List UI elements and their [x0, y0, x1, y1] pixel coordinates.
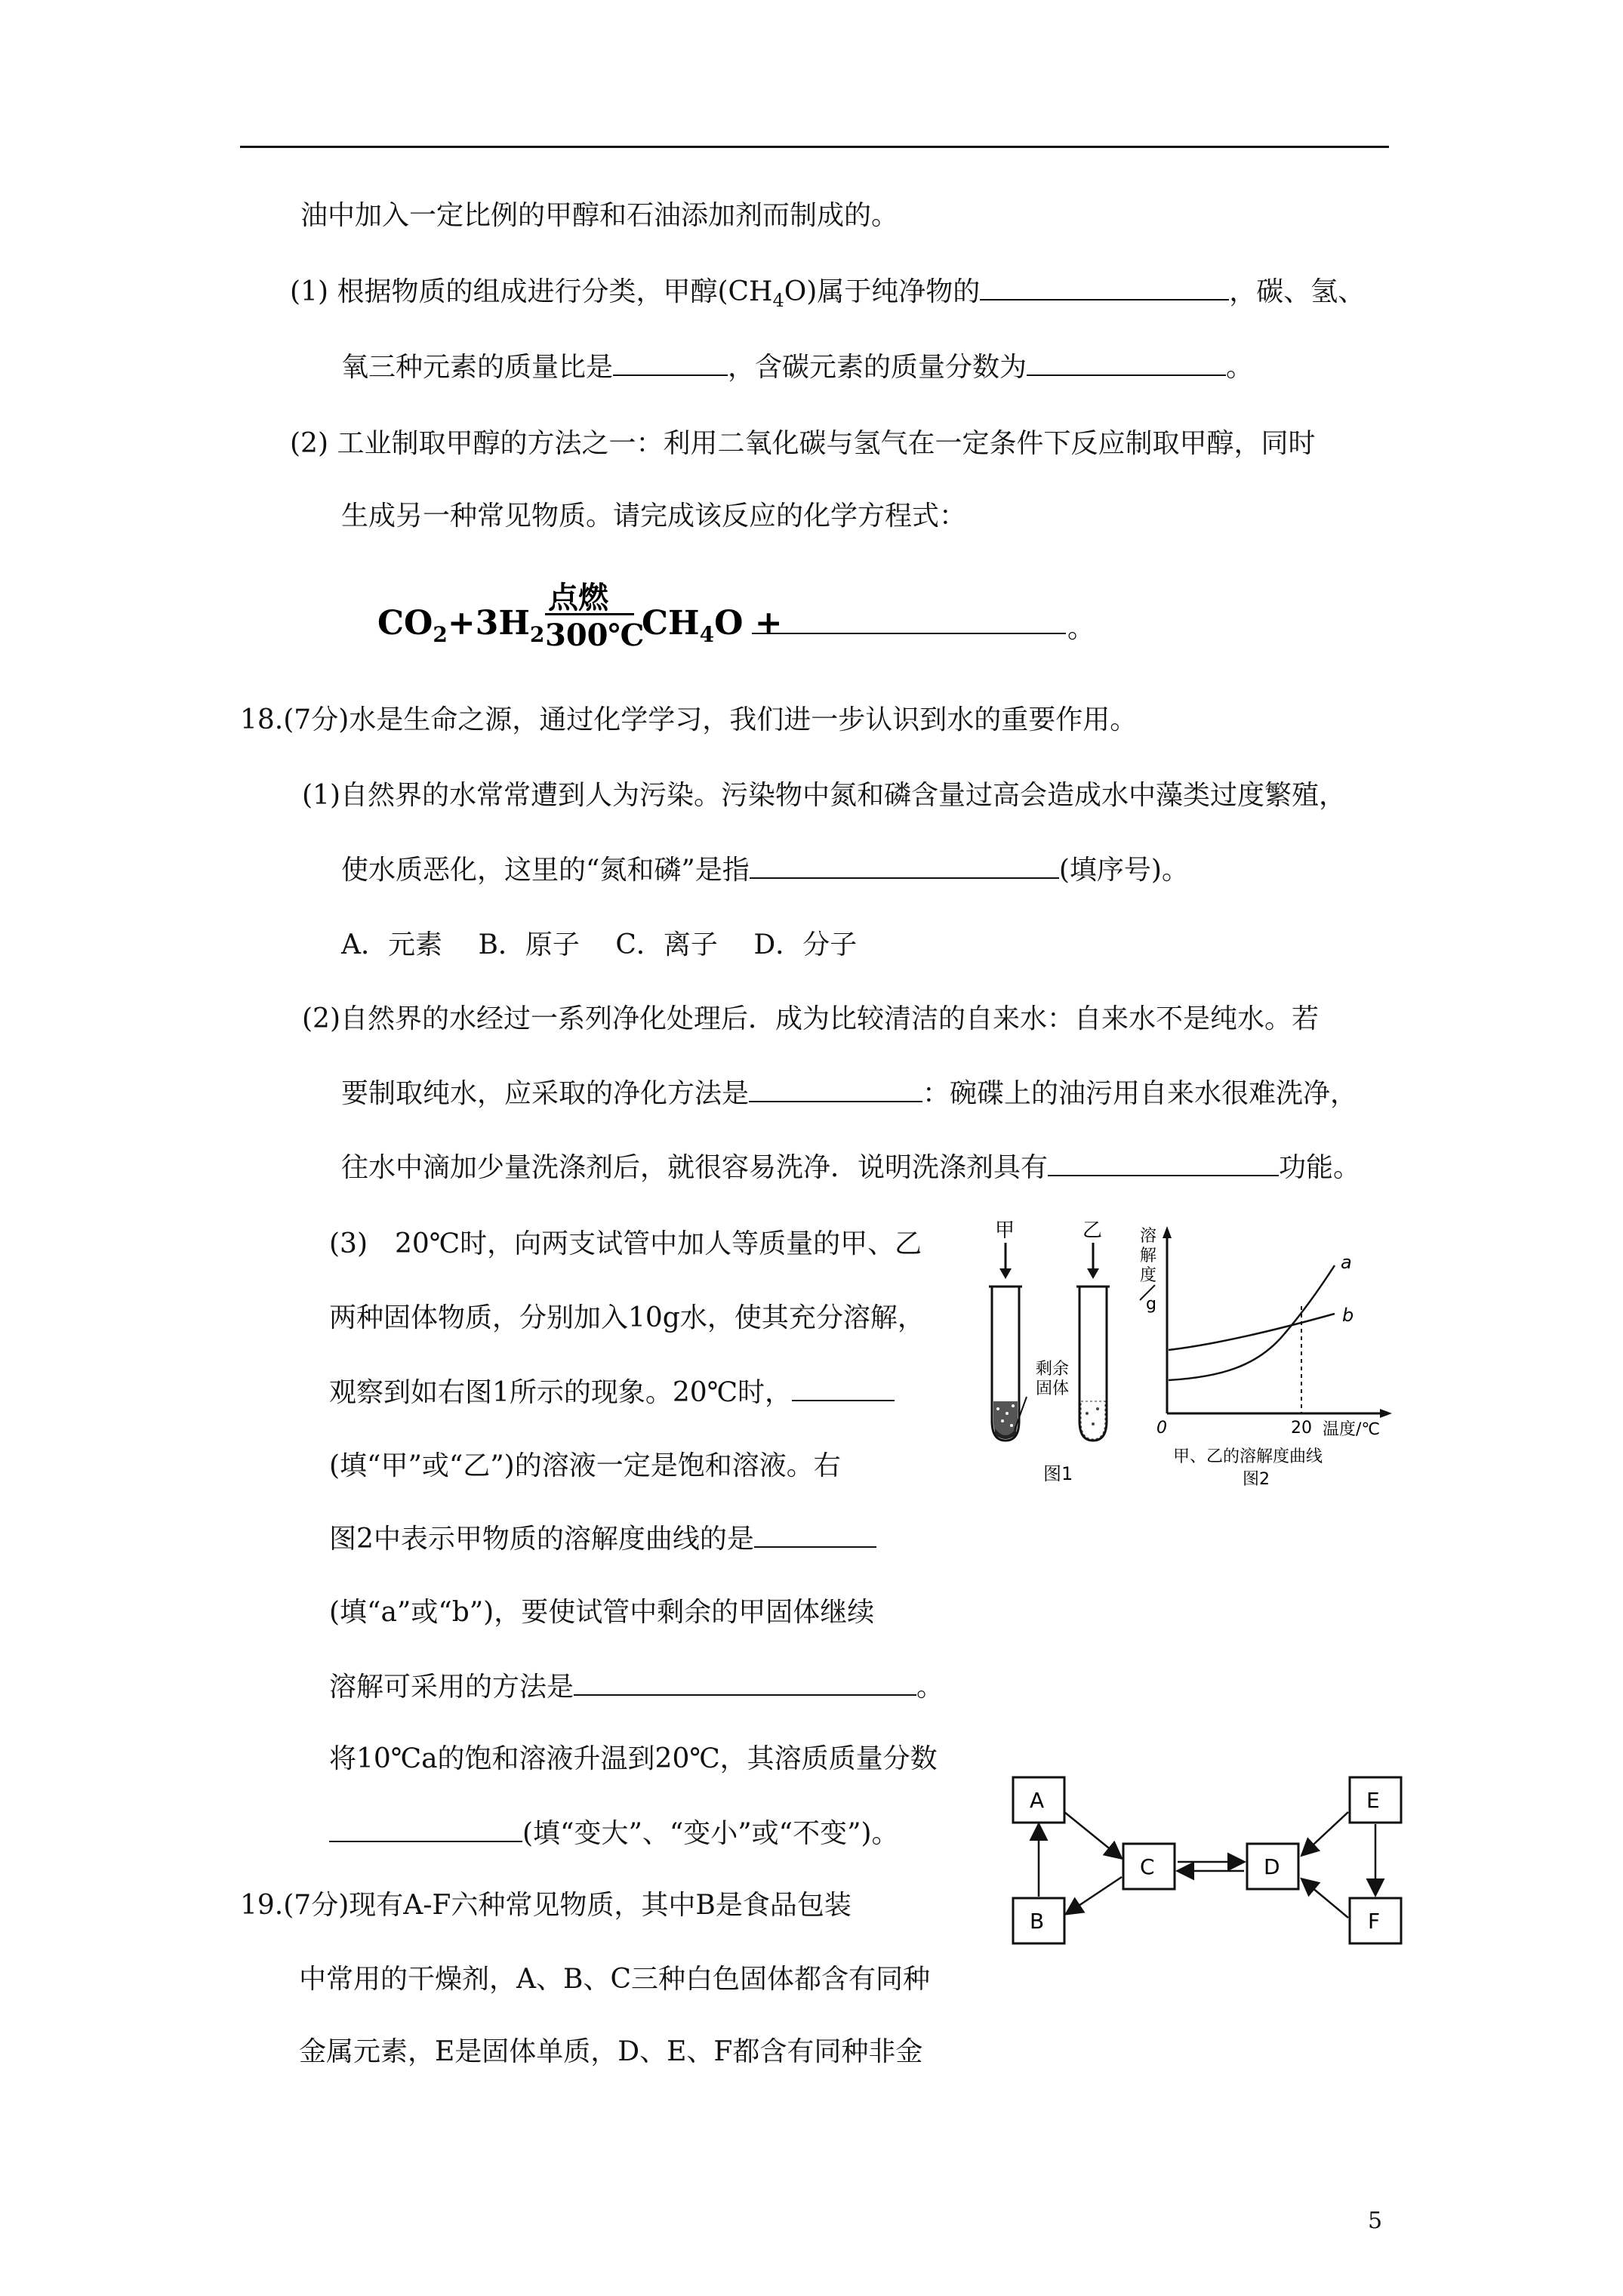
answer-blank[interactable]: [792, 1374, 895, 1401]
answer-blank[interactable]: [980, 273, 1229, 300]
answer-blank[interactable]: [754, 1521, 876, 1548]
q19-line-c: 金属元素，E是固体单质，D、E、F都含有同种非金: [299, 2036, 923, 2067]
q18-3-line-f: (填“a”或“b”)，要使试管中剩余的甲固体继续: [329, 1597, 875, 1628]
answer-blank[interactable]: [749, 1075, 922, 1102]
q18-1-line-a: (1)自然界的水常常遭到人为污染。污染物中氮和磷含量过高会造成水中藻类过度繁殖，: [302, 780, 1346, 811]
q17-2-line-a: (2) 工业制取甲醇的方法之一：利用二氧化碳与氢气在一定条件下反应制取甲醇，同时: [290, 428, 1316, 459]
ylabel-1: 溶: [1140, 1227, 1157, 1246]
chart-title: 甲、乙的溶解度曲线: [1173, 1447, 1323, 1466]
q18-3-line-i: (填“变大”、“变小”或“不变”)。: [329, 1815, 899, 1852]
intro-line: 油中加入一定比例的甲醇和石油添加剂而制成的。: [300, 200, 899, 231]
origin-label: 0: [1156, 1419, 1167, 1438]
tube-label-jia: 甲: [995, 1219, 1015, 1242]
arrow-c-b: [1067, 1877, 1122, 1913]
reaction-condition-top: 点燃: [548, 580, 608, 615]
reaction-condition-bottom: 300℃: [545, 618, 645, 653]
curve-b: [1169, 1314, 1335, 1350]
xlabel: 温度/℃: [1323, 1420, 1381, 1439]
answer-blank[interactable]: [1048, 1149, 1279, 1176]
answer-blank[interactable]: [752, 633, 1066, 634]
answer-blank[interactable]: [574, 1669, 916, 1696]
node-c-label: C: [1140, 1854, 1155, 1879]
header-rule: [240, 146, 1389, 148]
answer-blank[interactable]: [613, 349, 728, 376]
ylabel-2: 解: [1140, 1247, 1157, 1265]
arrow-f-d: [1303, 1880, 1348, 1918]
ylabel-4: g: [1146, 1295, 1156, 1314]
node-f-label: F: [1368, 1909, 1381, 1934]
curve-b-label: b: [1342, 1305, 1354, 1326]
curve-a-label: a: [1341, 1252, 1352, 1273]
page-number: 5: [1368, 2208, 1383, 2234]
figure-2-solubility-chart: [1129, 1216, 1416, 1502]
ylabel-3: 度: [1140, 1266, 1157, 1285]
q18-3-line-e: 图2中表示甲物质的溶解度曲线的是: [329, 1521, 876, 1558]
q18-2-line-b: 要制取纯水，应采取的净化方法是 ：碗碟上的油污用自来水很难洗净，: [341, 1075, 1357, 1112]
equation-reactants: $CO_2+3H_2$: [377, 604, 545, 647]
q19-line-b: 中常用的干燥剂，A、B、C三种白色固体都含有同种: [299, 1964, 930, 1995]
node-a-label: A: [1030, 1788, 1045, 1813]
chemical-equation: $CO_2+3H_2$ 点燃 300℃ $CH_4O$ + 。: [377, 574, 1087, 657]
answer-blank[interactable]: [329, 1815, 522, 1842]
q18-3-line-a: (3) 20℃时，向两支试管中加人等质量的甲、乙: [329, 1228, 922, 1259]
q17-1-line-b: 氧三种元素的质量比是 ，含碳元素的质量分数为 。: [341, 349, 1253, 386]
answer-blank[interactable]: [1027, 349, 1226, 376]
flow-diagram: [1004, 1752, 1412, 1955]
q18-3-line-b: 两种固体物质，分别加入10g水，使其充分溶解，: [329, 1302, 925, 1333]
q18-2-line-a: (2)自然界的水经过一系列净化处理后．成为比较清洁的自来水：自来水不是纯水。若: [302, 1003, 1319, 1034]
residue-label: 剩余固体: [1036, 1360, 1070, 1398]
tick-20: 20: [1291, 1419, 1312, 1438]
answer-blank[interactable]: [750, 852, 1059, 879]
node-e-label: E: [1366, 1788, 1380, 1813]
test-tube-yi: [1079, 1287, 1107, 1441]
node-b-label: B: [1030, 1909, 1045, 1934]
q18-3-line-g: 溶解可采用的方法是 。: [329, 1669, 944, 1706]
arrow-a-c: [1064, 1812, 1120, 1857]
q18-3-line-h: 将10℃a的饱和溶液升温到20℃，其溶质质量分数: [329, 1743, 938, 1774]
tube-label-yi: 乙: [1083, 1219, 1103, 1242]
q18-3-line-d: (填“甲”或“乙”)的溶液一定是饱和溶液。右: [329, 1450, 841, 1481]
node-d-label: D: [1264, 1854, 1280, 1879]
q18-3-line-c: 观察到如右图1所示的现象。20℃时，: [329, 1374, 895, 1411]
q17-2-line-b: 生成另一种常见物质。请完成该反应的化学方程式：: [341, 501, 967, 532]
q18-2-line-c: 往水中滴加少量洗涤剂后，就很容易洗净．说明洗涤剂具有 功能。: [341, 1149, 1360, 1186]
equation-products: $CH_4O$ +: [642, 604, 783, 647]
arrow-e-d: [1303, 1812, 1348, 1854]
figure-2-caption: 图2: [1243, 1470, 1270, 1489]
q17-1-line-a: (1) 根据物质的组成进行分类，甲醇$(CH_4O)$属于纯净物的 ，碳、氢、: [290, 273, 1365, 319]
curve-a: [1169, 1265, 1335, 1380]
figure-1-caption: 图1: [1043, 1463, 1073, 1484]
q18-title: 18.(7分)水是生命之源，通过化学学习，我们进一步认识到水的重要作用。: [240, 704, 1138, 735]
q18-options: A．元素 B．原子 C．离子 D．分子: [341, 929, 858, 960]
tube-yi-liquid: [1081, 1401, 1105, 1439]
q19-line-a: 19.(7分)现有A-F六种常见物质，其中B是食品包装: [240, 1890, 852, 1921]
reaction-arrow-line: [545, 613, 634, 615]
q18-1-line-b: 使水质恶化，这里的“氮和磷”是指 (填序号)。: [341, 852, 1189, 889]
